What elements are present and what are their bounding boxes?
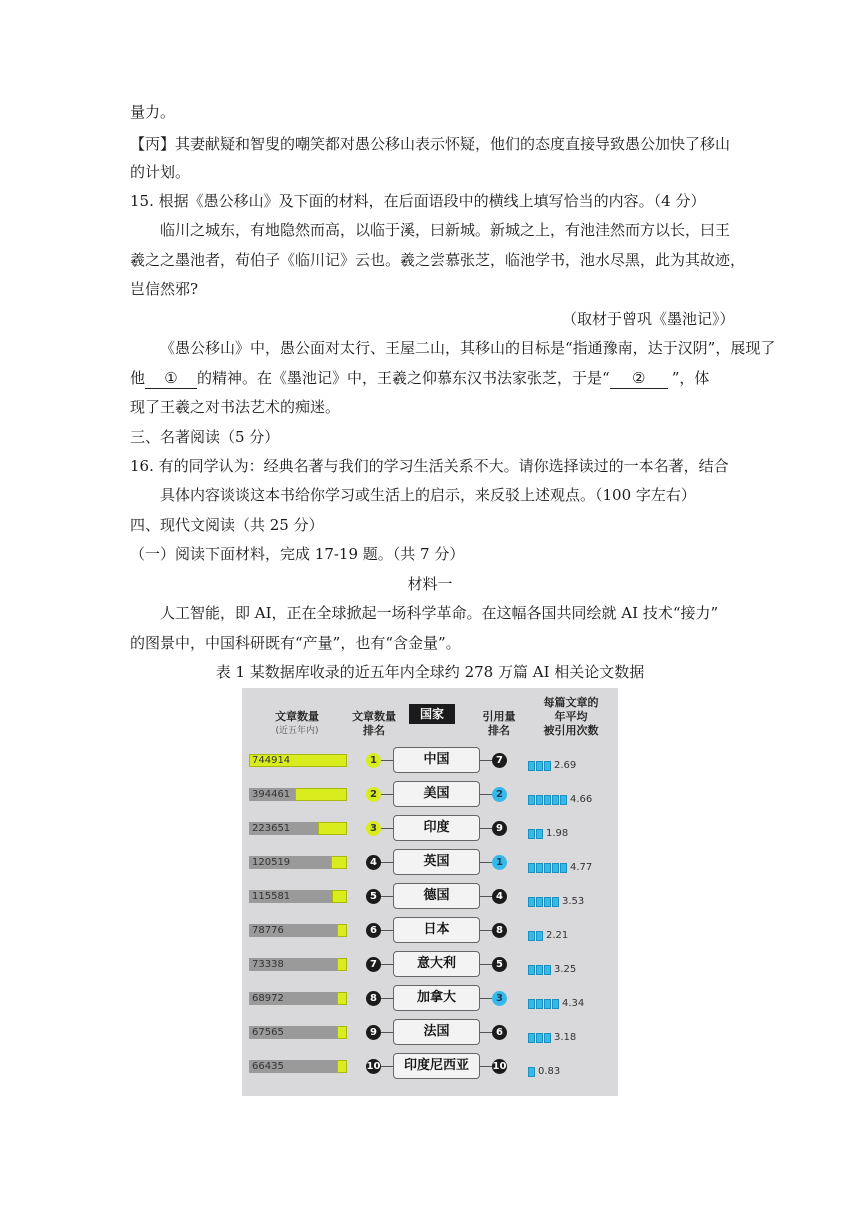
table-row — [242, 1016, 618, 1050]
avg-citation-value: 2.69 — [554, 760, 577, 771]
avg-citation-cell — [544, 1033, 551, 1043]
article-count-bar-fill — [318, 822, 347, 835]
blank-2: ② — [610, 368, 668, 389]
article-count-bar — [249, 788, 347, 801]
avg-citation-value: 2.21 — [546, 930, 569, 941]
article-count-rank: 1 — [366, 753, 381, 768]
article-count-value: 394461 — [252, 789, 291, 800]
article-count-value: 67565 — [252, 1027, 284, 1038]
article-count-rank: 4 — [366, 855, 381, 870]
connector-line — [381, 760, 393, 761]
article-count-bar-fill — [337, 958, 347, 971]
country-name: 印度尼西亚 — [393, 1053, 480, 1079]
header-cite-rank: 引用量 排名 — [482, 710, 516, 737]
article-count-bar — [249, 1060, 347, 1073]
material-1-title: 材料一 — [407, 575, 453, 593]
avg-citation-cell — [536, 931, 543, 941]
article-count-rank: 7 — [366, 957, 381, 972]
avg-citation-value: 3.53 — [562, 896, 585, 907]
avg-citation-value: 3.25 — [554, 964, 577, 975]
connector-line — [480, 794, 492, 795]
country-name: 加拿大 — [393, 985, 480, 1011]
avg-citation-cell — [544, 795, 551, 805]
avg-citation-cell — [552, 897, 559, 907]
article-count-bar — [249, 992, 347, 1005]
text-line-2: 【丙】其妻献疑和智叟的嘲笑都对愚公移山表示怀疑，他们的态度直接导致愚公加快了移山 — [130, 135, 731, 153]
connector-line — [381, 1032, 393, 1033]
article-count-bar — [249, 890, 347, 903]
avg-citation-cell — [536, 829, 543, 839]
citation-rank: 3 — [492, 991, 507, 1006]
article-count-bar-fill — [295, 788, 347, 801]
article-count-bar-fill — [337, 992, 347, 1005]
table-row — [242, 1050, 618, 1084]
avg-citation-cell — [528, 863, 535, 873]
article-count-bar-fill — [337, 1060, 347, 1073]
avg-citation-cell — [544, 999, 551, 1009]
country-name: 法国 — [393, 1019, 480, 1045]
article-count-bar-fill — [332, 890, 347, 903]
connector-line — [381, 930, 393, 931]
article-count-bar — [249, 924, 347, 937]
citation-rank: 1 — [492, 855, 507, 870]
avg-citation-cell — [528, 965, 535, 975]
connector-line — [381, 862, 393, 863]
table-row — [242, 914, 618, 948]
avg-citation-bar — [528, 755, 577, 771]
avg-citation-bar — [528, 1061, 561, 1077]
avg-citation-cell — [528, 829, 535, 839]
material-1-line-1: 人工智能，即 AI，正在全球掀起一场科学革命。在这幅各国共同绘就 AI 技术“接力” — [160, 604, 719, 622]
table-row — [242, 982, 618, 1016]
passage-line-3: 岂信然邪? — [130, 280, 199, 298]
article-count-rank: 9 — [366, 1025, 381, 1040]
citation-rank: 7 — [492, 753, 507, 768]
connector-line — [381, 1066, 393, 1067]
table-row — [242, 744, 618, 778]
article-count-bar — [249, 754, 347, 767]
question-16-line-1: 16. 有的同学认为：经典名著与我们的学习生活关系不大。请你选择读过的一本名著，结合 — [130, 457, 729, 475]
avg-citation-bar — [528, 857, 593, 873]
avg-citation-cell — [528, 1067, 535, 1077]
table-row — [242, 812, 618, 846]
avg-citation-cell — [544, 863, 551, 873]
connector-line — [480, 1032, 492, 1033]
header-count-rank: 文章数量 排名 — [352, 710, 396, 737]
article-count-rank: 2 — [366, 787, 381, 802]
avg-citation-value: 4.77 — [570, 862, 593, 873]
question-15: 15. 根据《愚公移山》及下面的材料，在后面语段中的横线上填写恰当的内容。（4 分） — [130, 192, 706, 210]
source-note: （取材于曾巩《墨池记》） — [562, 310, 735, 328]
article-count-value: 223651 — [252, 823, 291, 834]
country-name: 英国 — [393, 849, 480, 875]
avg-citation-value: 0.83 — [538, 1066, 561, 1077]
connector-line — [480, 828, 492, 829]
connector-line — [381, 964, 393, 965]
avg-citation-cell — [552, 863, 559, 873]
country-name: 印度 — [393, 815, 480, 841]
question-16-line-2: 具体内容谈谈这本书给你学习或生活上的启示，来反驳上述观点。（100 字左右） — [160, 486, 696, 504]
article-count-bar-fill — [337, 924, 347, 937]
passage-line-1: 临川之城东，有地隐然而高，以临于溪，曰新城。新城之上，有池洼然而方以长，曰王 — [160, 221, 731, 239]
avg-citation-cell — [560, 863, 567, 873]
table-row — [242, 880, 618, 914]
avg-citation-cell — [528, 931, 535, 941]
connector-line — [381, 896, 393, 897]
avg-citation-bar — [528, 1027, 577, 1043]
avg-citation-cell — [536, 897, 543, 907]
avg-citation-value: 4.34 — [562, 998, 585, 1009]
article-count-bar-fill — [337, 1026, 347, 1039]
avg-citation-value: 3.18 — [554, 1032, 577, 1043]
country-name: 意大利 — [393, 951, 480, 977]
header-article-count: 文章数量 (近五年内) — [262, 710, 332, 738]
article-count-value: 73338 — [252, 959, 284, 970]
section-3-heading: 三、名著阅读（5 分） — [130, 428, 280, 446]
passage-line-2: 羲之之墨池者，荀伯子《临川记》云也。羲之尝慕张芝，临池学书，池水尽黑，此为其故迹， — [130, 251, 746, 269]
header-avg-citations: 每篇文章的 年平均 被引用次数 — [543, 696, 599, 737]
country-name: 日本 — [393, 917, 480, 943]
ai-paper-data-table — [242, 688, 618, 1096]
avg-citation-value: 1.98 — [546, 828, 569, 839]
sub-section-1-heading: （一）阅读下面材料，完成 17-19 题。（共 7 分） — [130, 545, 465, 563]
connector-line — [381, 998, 393, 999]
connector-line — [480, 760, 492, 761]
connector-line — [480, 862, 492, 863]
connector-line — [480, 998, 492, 999]
citation-rank: 4 — [492, 889, 507, 904]
citation-rank: 10 — [492, 1061, 507, 1072]
avg-citation-bar — [528, 891, 585, 907]
avg-citation-bar — [528, 823, 569, 839]
citation-rank: 8 — [492, 923, 507, 938]
connector-line — [480, 1066, 492, 1067]
article-count-bar — [249, 856, 347, 869]
avg-citation-bar — [528, 789, 593, 805]
connector-line — [480, 896, 492, 897]
avg-citation-cell — [536, 999, 543, 1009]
country-name: 德国 — [393, 883, 480, 909]
table-row — [242, 778, 618, 812]
fill-text-b: 的精神。在《墨池记》中，王羲之仰慕东汉书法家张芝，于是“ — [197, 369, 610, 387]
connector-line — [480, 964, 492, 965]
article-count-value: 78776 — [252, 925, 284, 936]
citation-rank: 9 — [492, 821, 507, 836]
avg-citation-cell — [544, 965, 551, 975]
article-count-rank: 5 — [366, 889, 381, 904]
article-count-value: 68972 — [252, 993, 284, 1004]
avg-citation-cell — [528, 795, 535, 805]
avg-citation-cell — [528, 1033, 535, 1043]
fill-paragraph-line-2 — [130, 368, 709, 389]
avg-citation-bar — [528, 925, 569, 941]
citation-rank: 2 — [492, 787, 507, 802]
article-count-value: 120519 — [252, 857, 291, 868]
avg-citation-cell — [536, 795, 543, 805]
article-count-bar — [249, 822, 347, 835]
avg-citation-cell — [528, 897, 535, 907]
avg-citation-bar — [528, 959, 577, 975]
avg-citation-bar — [528, 993, 585, 1009]
avg-citation-cell — [552, 999, 559, 1009]
avg-citation-cell — [536, 761, 543, 771]
avg-citation-cell — [536, 1033, 543, 1043]
avg-citation-cell — [552, 795, 559, 805]
article-count-rank: 3 — [366, 821, 381, 836]
table-row — [242, 948, 618, 982]
article-count-rank: 6 — [366, 923, 381, 938]
avg-citation-cell — [544, 761, 551, 771]
article-count-rank: 10 — [366, 1061, 381, 1072]
connector-line — [381, 794, 393, 795]
header-article-count-sub: (近五年内) — [275, 726, 319, 736]
fill-text-c: ”，体 — [671, 369, 710, 387]
fill-paragraph-line-1: 《愚公移山》中，愚公面对太行、王屋二山，其移山的目标是“指通豫南，达于汉阴”，展现了 — [160, 339, 776, 357]
connector-line — [381, 828, 393, 829]
avg-citation-value: 4.66 — [570, 794, 593, 805]
section-4-heading: 四、现代文阅读（共 25 分） — [130, 516, 324, 534]
avg-citation-cell — [528, 999, 535, 1009]
text-line-3: 的计划。 — [130, 163, 191, 181]
avg-citation-cell — [544, 897, 551, 907]
country-name: 美国 — [393, 781, 480, 807]
material-1-line-2: 的图景中，中国科研既有“产量”，也有“含金量”。 — [130, 634, 461, 652]
citation-rank: 5 — [492, 957, 507, 972]
article-count-bar — [249, 1026, 347, 1039]
article-count-bar-fill — [331, 856, 347, 869]
avg-citation-cell — [560, 795, 567, 805]
article-count-value: 115581 — [252, 891, 291, 902]
citation-rank: 6 — [492, 1025, 507, 1040]
fill-paragraph-line-3: 现了王羲之对书法艺术的痴迷。 — [130, 398, 341, 416]
article-count-bar — [249, 958, 347, 971]
article-count-value: 744914 — [252, 755, 291, 766]
article-count-value: 66435 — [252, 1061, 284, 1072]
country-name: 中国 — [393, 747, 480, 773]
avg-citation-cell — [536, 863, 543, 873]
article-count-rank: 8 — [366, 991, 381, 1006]
header-country: 国家 — [409, 704, 455, 724]
blank-1: ① — [145, 368, 197, 389]
avg-citation-cell — [536, 965, 543, 975]
table-caption: 表 1 某数据库收录的近五年内全球约 278 万篇 AI 相关论文数据 — [215, 663, 645, 681]
table-row — [242, 846, 618, 880]
connector-line — [480, 930, 492, 931]
fill-text-a: 他 — [130, 369, 146, 387]
text-line-1: 量力。 — [130, 103, 176, 121]
avg-citation-cell — [528, 761, 535, 771]
